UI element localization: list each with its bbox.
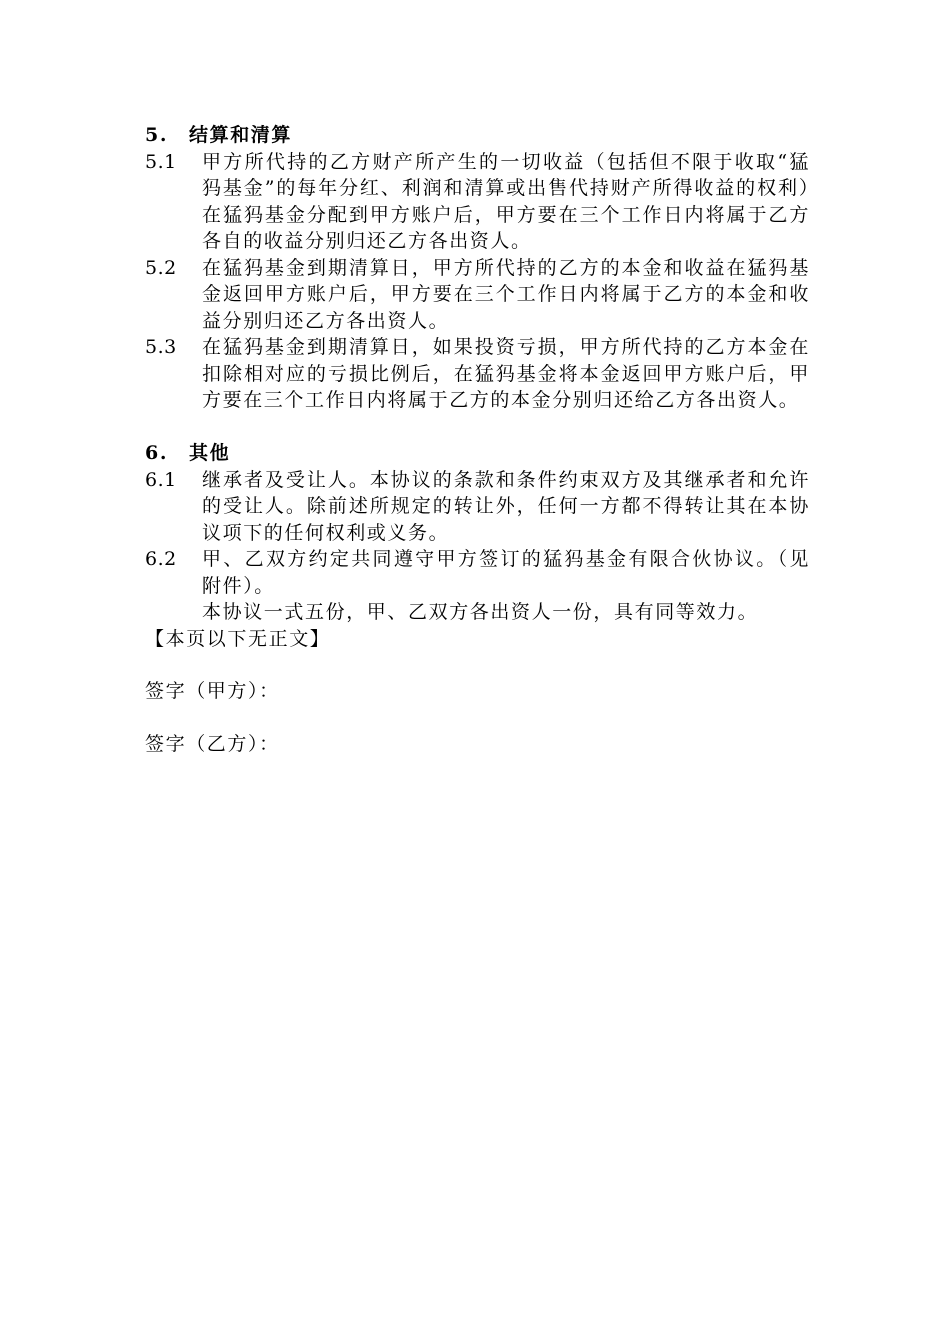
clause-text: 继承者及受让人。本协议的条款和条件约束双方及其继承者和允许的受让人。除前述所规定的转让外，任何一方都不得转让其在本协议项下的任何权利或义务。 — [202, 468, 810, 544]
clause-number: 6.2 — [145, 548, 177, 570]
clause-item — [145, 255, 810, 335]
document-body — [145, 122, 810, 757]
spacer — [145, 705, 810, 731]
section-number: 5. — [145, 124, 169, 146]
clause-text: 在猛犸基金到期清算日，甲方所代持的乙方的本金和收益在猛犸基金返回甲方账户后，甲方要在三个工作日内将属于乙方的本金和收益分别归还乙方各出资人。 — [202, 256, 810, 332]
clause-number: 5.1 — [145, 150, 177, 173]
section-title: 结算和清算 — [189, 124, 293, 146]
clause-text: 甲、乙双方约定共同遵守甲方签订的猛犸基金有限合伙协议。（见附件）。 — [202, 548, 810, 597]
clause-number: 5.2 — [145, 256, 177, 279]
spacer — [145, 652, 810, 678]
section-heading — [145, 122, 810, 149]
clause-number: 5.3 — [145, 336, 177, 358]
signature-party-b: 签字（乙方）： — [145, 732, 280, 755]
clause-item — [145, 546, 810, 599]
section-heading — [145, 440, 810, 467]
clause-item — [145, 467, 810, 547]
closing-paragraph: 本协议一式五份，甲、乙双方各出资人一份，具有同等效力。 — [202, 601, 759, 623]
clause-item — [145, 334, 810, 414]
end-note: 【本页以下无正文】 — [145, 627, 331, 650]
clause-text: 甲方所代持的乙方财产所产生的一切收益（包括但不限于收取“猛犸基金”的每年分红、利润和清算或出售代持财产所得收益的权利）在猛犸基金分配到甲方账户后，甲方要在三个工作日内将属于乙方各自的收益分别归还乙方各出资人。 — [202, 150, 810, 252]
clause-text: 在猛犸基金到期清算日，如果投资亏损，甲方所代持的乙方本金在扣除相对应的亏损比例后，在猛犸基金将本金返回甲方账户后，甲方要在三个工作日内将属于乙方的本金分别归还给乙方各出资人。 — [202, 336, 810, 411]
section-title: 其他 — [189, 442, 231, 464]
spacer — [145, 414, 810, 441]
signature-party-a: 签字（甲方）： — [145, 680, 280, 702]
section-number: 6. — [145, 442, 169, 464]
clause-item — [145, 149, 810, 255]
clause-number: 6.1 — [145, 468, 177, 491]
